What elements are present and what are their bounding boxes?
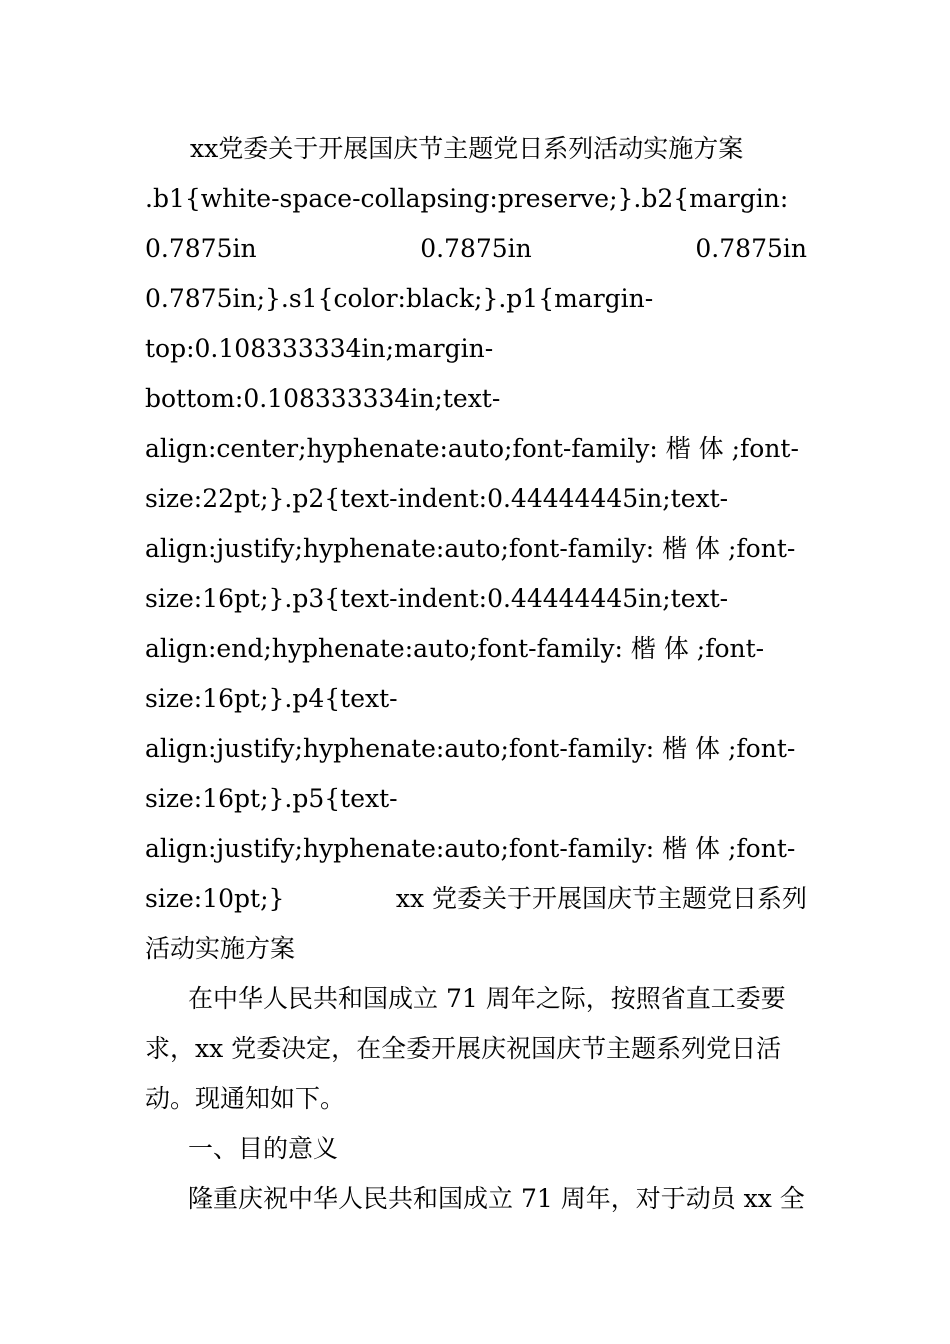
text-line: size:16pt;}.p3{text-indent:0.44444445in;text- — [145, 584, 729, 613]
text-line: 活动实施方案 — [145, 934, 296, 963]
text-line: align:justify;hyphenate:auto;font-family: 楷 体 ;font- — [145, 734, 796, 763]
paragraph-line: 在中华人民共和国成立 71 周年之际，按照省直工委要 — [188, 984, 786, 1013]
text-line: bottom:0.108333334in;text- — [145, 384, 501, 413]
text-line — [145, 234, 807, 264]
paragraph-line: 隆重庆祝中华人民共和国成立 71 周年，对于动员 xx 全 — [188, 1184, 805, 1213]
paragraph-line: 求，xx 党委决定，在全委开展庆祝国庆节主题系列党日活 — [145, 1034, 782, 1063]
text-line: size:16pt;}.p4{text- — [145, 684, 398, 713]
text-line: align:justify;hyphenate:auto;font-family: 楷 体 ;font- — [145, 834, 796, 863]
text-line: size:16pt;}.p5{text- — [145, 784, 398, 813]
section-heading: 一、目的意义 — [188, 1134, 339, 1163]
text-line: 0.7875in;}.s1{color:black;}.p1{margin- — [145, 284, 654, 313]
text-line — [145, 884, 807, 914]
text-line: align:end;hyphenate:auto;font-family: 楷 体 ;font- — [145, 634, 765, 663]
paragraph-line: 动。现通知如下。 — [145, 1084, 346, 1113]
text-line: align:justify;hyphenate:auto;font-family: 楷 体 ;font- — [145, 534, 796, 563]
text-line: align:center;hyphenate:auto;font-family: 楷 体 ;font- — [145, 434, 799, 463]
text-line: .b1{white-space-collapsing:preserve;}.b2{margin: — [145, 184, 789, 213]
document-title: xx党委关于开展国庆节主题党日系列活动实施方案 — [190, 134, 744, 163]
text-line: top:0.108333334in;margin- — [145, 334, 494, 363]
text-fragment: 0.7875in — [145, 234, 257, 263]
text-fragment: size:10pt;} — [145, 884, 285, 913]
text-fragment: xx 党委关于开展国庆节主题党日系列 — [395, 884, 807, 913]
text-fragment: 0.7875in — [420, 234, 532, 263]
text-fragment: 0.7875in — [695, 234, 807, 263]
text-line: size:22pt;}.p2{text-indent:0.44444445in;text- — [145, 484, 729, 513]
